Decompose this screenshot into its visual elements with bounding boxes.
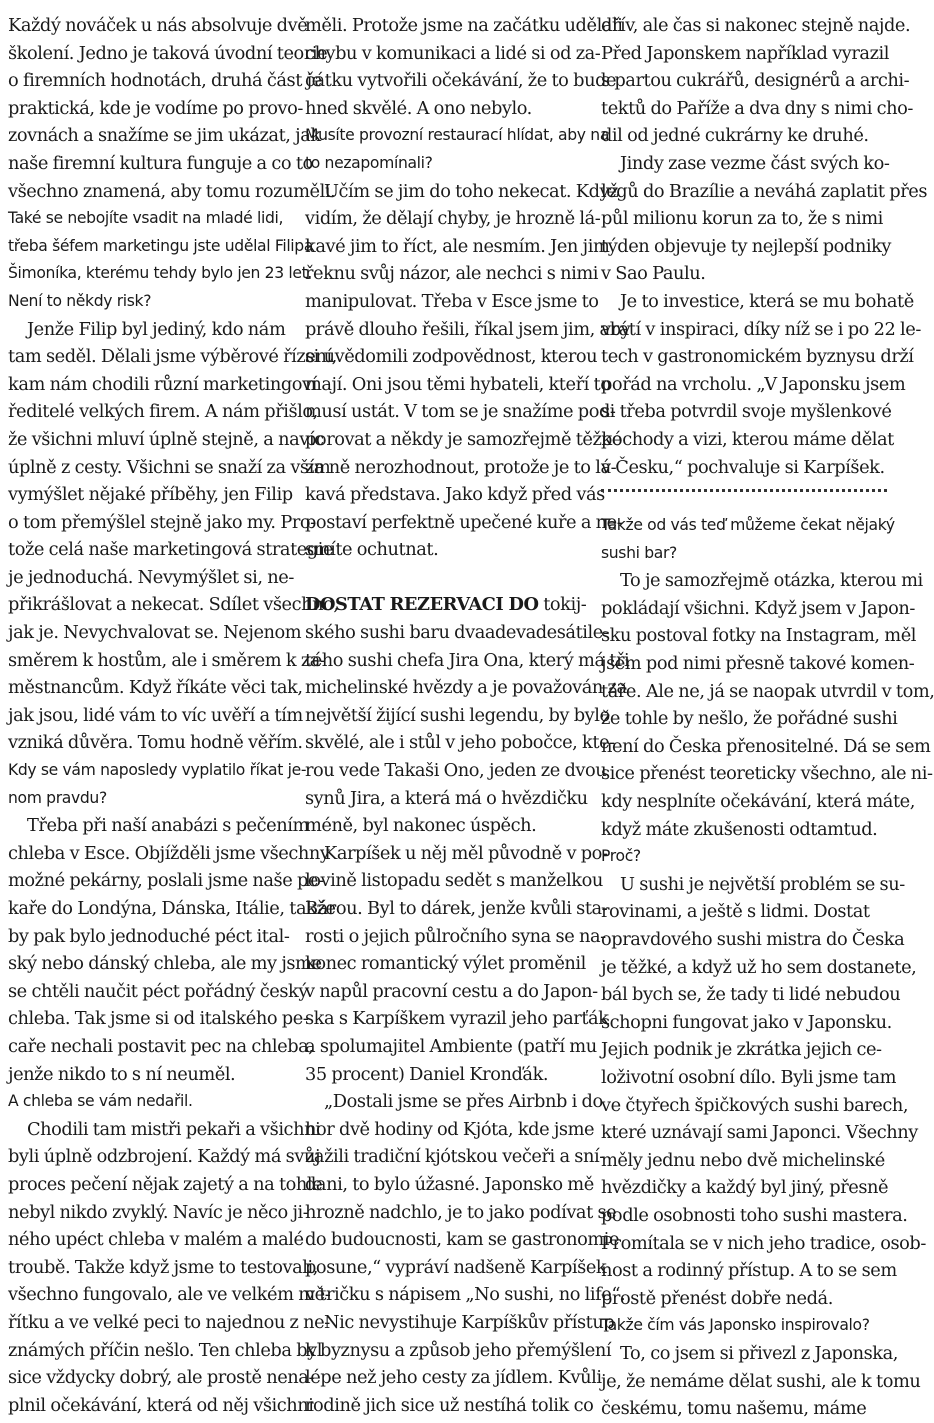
- body-text-line: opravdového sushi mistra do Česka: [601, 929, 905, 950]
- body-text-line: 35 procent) Daniel Kronďák.: [305, 1063, 549, 1085]
- body-text-line: nebyl nikdo zvyklý. Navíc je něco ji-: [8, 1201, 309, 1223]
- body-text-line: rosti o jejich půlročního syna se na-: [305, 925, 606, 947]
- body-text-line: je, že nemáme dělat sushi, ale k tomu: [601, 1370, 921, 1392]
- body-text-line: směrem k hostům, ale i směrem k za-: [8, 649, 326, 671]
- body-text-line: lépe než jeho cesty za jídlem. Kvůli: [305, 1367, 602, 1389]
- body-text-line: porovat a někdy je samozřejmě těžké: [305, 428, 622, 450]
- paragraph-first-line: To je samozřejmě otázka, kterou mi: [620, 570, 923, 592]
- body-text-line: úplně z cesty. Všichni se snaží za vším: [8, 456, 331, 478]
- body-text-line: vrátí v inspiraci, díky níž se i po 22 le-: [601, 318, 921, 340]
- body-text-line: podle osobnosti toho sushi mastera.: [601, 1204, 908, 1226]
- interview-question-line: Šimoníka, kterému tehdy bylo jen 23 let.: [8, 264, 313, 283]
- body-text-line: řítku a ve velké peci to najednou z ne-: [8, 1311, 330, 1333]
- paragraph-first-line: Chodili tam mistři pekaři a všichni: [27, 1118, 321, 1140]
- body-text-line: pochody a vizi, kterou máme dělat: [601, 428, 894, 450]
- body-text-line: ve čtyřech špičkových sushi barech,: [601, 1094, 909, 1116]
- body-text-line: ského sushi baru dvaadevadesátile-: [305, 622, 609, 644]
- body-text-line: za ně nerozhodnout, protože je to lá-: [305, 456, 617, 478]
- body-text-line: hrozně nadchlo, je to jako podívat se: [305, 1201, 617, 1223]
- body-text-line: do budoucnosti, kam se gastronomie: [305, 1229, 620, 1251]
- article-column-3: [601, 12, 934, 1423]
- body-text-line: ředitelé velkých firem. A nám přišlo,: [8, 401, 318, 423]
- paragraph-gap: [305, 564, 593, 592]
- paragraph-first-line: Učím se jim do toho nekecat. Když: [324, 180, 619, 202]
- body-text-line: tam seděl. Dělali jsme výběrové řízení,: [8, 346, 337, 368]
- body-text-line: a spolumajitel Ambiente (patří mu: [305, 1035, 597, 1057]
- interview-question-line: nom pravdu?: [8, 788, 107, 807]
- body-text-line: tektů do Paříže a dva dny s nimi cho-: [601, 97, 913, 119]
- body-text-line: všechno znamená, aby tomu rozuměli.: [8, 180, 336, 202]
- body-text-line: všechno fungovalo, ale ve velkém mě-: [8, 1284, 331, 1306]
- body-text-line: ska s Karpíškem vyrazil jeho parťák: [305, 1008, 609, 1030]
- body-text-line: jenže nikdo to s ní neuměl.: [8, 1063, 236, 1085]
- body-text-line: jak jsou, lidé vám to víc uvěří a tím: [8, 704, 303, 726]
- body-text-line: sice vždycky dobrý, ale prostě nena-: [8, 1367, 315, 1389]
- body-text-line: posune,“ vypráví nadšeně Karpíšek: [305, 1256, 607, 1278]
- lead-rest-text: tokij-: [538, 594, 587, 616]
- body-text-line: chybu v komunikaci a lidé si od za-: [305, 42, 601, 64]
- body-text-line: lovině listopadu sedět s manželkou: [305, 870, 603, 892]
- interview-question-line: Také se nebojíte vsadit na mladé lidi,: [8, 209, 284, 228]
- body-text-line: školení. Jedno je taková úvodní teorie: [8, 42, 328, 64]
- body-text-line: méně, byl nakonec úspěch.: [305, 815, 537, 837]
- body-text-line: které uznávají sami Japonci. Všechny: [601, 1122, 918, 1144]
- body-text-line: Každý nováček u nás absolvuje dvě: [8, 15, 308, 36]
- body-text-line: řeknu svůj názor, ale nechci s nimi: [305, 263, 598, 285]
- interview-question-line: sushi bar?: [601, 543, 677, 562]
- body-text-line: caře nechali postavit pec na chleba,: [8, 1035, 314, 1057]
- interview-question-line: třeba šéfem marketingu jste udělal Filipa: [8, 236, 314, 255]
- body-text-line: naše firemní kultura funguje a co to: [8, 152, 313, 174]
- body-text-line: v Sao Paulu.: [601, 263, 706, 285]
- body-text-line: Před Japonskem například vyrazil: [601, 42, 889, 64]
- body-text-line: vzniká důvěra. Tomu hodně věřím.: [8, 732, 303, 754]
- article-column-1: [8, 12, 339, 1419]
- body-text-line: dil od jedné cukrárny ke druhé.: [601, 125, 869, 147]
- body-text-line: tože celá naše marketingová strategie: [8, 539, 334, 561]
- body-text-line: kavé jim to říct, ale nesmím. Jen jim: [305, 235, 610, 257]
- body-text-line: jsem pod nimi přesně takové komen-: [601, 653, 915, 675]
- body-text-line: bál bych se, že tady ti lidé nebudou: [601, 984, 901, 1006]
- paragraph-first-line: Je to investice, která se mu bohatě: [620, 290, 914, 312]
- paragraph-first-line: Třeba při naší anabázi s pečením: [27, 815, 309, 837]
- body-text-line: by pak bylo jednoduché péct ital-: [8, 925, 290, 947]
- body-text-line: si uvědomili zodpovědnost, kterou: [305, 346, 598, 368]
- paragraph-first-line: U sushi je největší problém se su-: [620, 873, 905, 895]
- body-text-line: kaře do Londýna, Dánska, Itálie, takže: [8, 898, 336, 919]
- body-text-line: manipulovat. Třeba v Esce jsme to: [305, 290, 599, 312]
- body-text-line: se chtěli naučit péct pořádný český: [8, 980, 308, 1002]
- paragraph-first-line: Jindy zase vezme část svých ko-: [620, 152, 890, 174]
- body-text-line: loživotní osobní dílo. Byli jsme tam: [601, 1066, 897, 1088]
- body-text-line: vidím, že dělají chyby, je hrozně lá-: [305, 208, 601, 230]
- body-text-line: nost a rodinný přístup. A to se sem: [601, 1260, 897, 1282]
- body-text-line: největší žijící sushi legendu, by bylo: [305, 704, 610, 726]
- body-text-line: rovinami, a ještě s lidmi. Dostat: [601, 901, 870, 923]
- body-text-line: je jednoduchá. Nevymýšlet si, ne-: [8, 566, 294, 588]
- body-text-line: kdy nesplníte očekávání, která máte,: [601, 791, 915, 813]
- body-text-line: městnancům. Když říkáte věci tak,: [8, 677, 303, 699]
- body-text-line: o tom přemýšlel stejně jako my. Pro-: [8, 511, 316, 533]
- lead-in-text: DOSTAT REZERVACI DO: [305, 594, 539, 616]
- body-text-line: že tohle by nešlo, že pořádné sushi: [601, 708, 898, 730]
- body-text-line: s partou cukrářů, designérů a archi-: [601, 70, 910, 92]
- body-text-line: si třeba potvrdil svoje myšlenkové: [601, 401, 892, 423]
- body-text-line: postaví perfektně upečené kuře a ne-: [305, 511, 623, 533]
- interview-question-line: Musíte provozní restaurací hlídat, aby na: [305, 126, 610, 145]
- body-text-line: musí ustát. V tom se je snažíme pod-: [305, 401, 616, 423]
- body-text-line: v tričku s nápisem „No sushi, no life“.: [305, 1284, 626, 1306]
- body-text-line: hvězdičky a každý byl jiný, přesně: [601, 1177, 889, 1199]
- body-text-line: známých příčin nešlo. Ten chleba byl: [8, 1339, 322, 1361]
- body-text-line: Promítala se v nich jeho tradice, osob-: [601, 1232, 926, 1254]
- body-text-line: českému, tomu našemu, máme: [601, 1398, 867, 1420]
- body-text-line: pokládají všichni. Když jsem v Japon-: [601, 597, 915, 619]
- body-text-line: o firemních hodnotách, druhá část je: [8, 70, 322, 92]
- body-text-line: ného upéct chleba v malém a malé: [8, 1229, 304, 1251]
- body-text-line: Jejich podnik je zkrátka jejich ce-: [601, 1039, 882, 1061]
- dotted-divider: [601, 489, 887, 506]
- body-text-line: vymýšlet nějaké příběhy, jen Filip: [8, 484, 293, 506]
- body-text-line: synů Jira, a která má o hvězdičku: [305, 787, 588, 809]
- body-text-line: k byznysu a způsob jeho přemýšlení: [305, 1339, 612, 1361]
- body-text-line: pořád na vrcholu. „V Japonsku jsem: [601, 373, 906, 395]
- body-text-line: zažili tradiční kjótskou večeři a sní-: [305, 1146, 605, 1168]
- body-text-line: tech v gastronomickém byznysu drží: [601, 346, 914, 368]
- body-text-line: hor dvě hodiny od Kjóta, kde jsme: [305, 1118, 595, 1140]
- body-text-line: plnil očekávání, která od něj všichni: [8, 1394, 314, 1416]
- body-text-line: není do Česka přenositelné. Dá se sem: [601, 735, 931, 757]
- body-text-line: půl milionu korun za to, že s nimi: [601, 208, 883, 230]
- body-text-line: měly jednu nebo dvě michelinské: [601, 1149, 885, 1171]
- body-text-line: michelinské hvězdy a je považován za: [305, 677, 627, 699]
- body-text-line: kam nám chodili různí marketingoví: [8, 373, 317, 395]
- body-text-line: táře. Ale ne, já se naopak utvrdil v tom,: [601, 680, 934, 702]
- lead-line: [305, 591, 593, 619]
- interview-question-line: Kdy se vám naposledy vyplatilo říkat je-: [8, 761, 307, 780]
- body-text-line: jak je. Nevychvalovat se. Nejenom: [8, 622, 302, 644]
- interview-question-line: Není to někdy risk?: [8, 291, 152, 310]
- body-text-line: skvělé, ale i stůl v jeho pobočce, kte-: [305, 732, 615, 754]
- paragraph-first-line: Jenže Filip byl jediný, kdo nám: [27, 318, 286, 340]
- body-text-line: v Česku,“ pochvaluje si Karpíšek.: [601, 456, 885, 478]
- body-text-line: když máte zkušenosti odtamtud.: [601, 818, 878, 840]
- body-text-line: dani, to bylo úžasné. Japonsko mě: [305, 1173, 594, 1195]
- body-text-line: čátku vytvořili očekávání, že to bude: [305, 70, 617, 92]
- body-text-line: právě dlouho řešili, říkal jsem jim, aby: [305, 318, 631, 340]
- body-text-line: týden objevuje ty nejlepší podniky: [601, 235, 892, 257]
- interview-question-line: to nezapomínali?: [305, 153, 433, 172]
- body-text-line: mají. Oni jsou těmi hybateli, kteří to: [305, 373, 611, 395]
- body-text-line: hned skvělé. A ono nebylo.: [305, 97, 532, 119]
- body-text-line: kavá představa. Jako když před vás: [305, 484, 605, 506]
- paragraph-first-line: To, co jsem si přivezl z Japonska,: [620, 1342, 898, 1364]
- interview-question-line: Proč?: [601, 847, 641, 866]
- body-text-line: sku postoval fotky na Instagram, měl: [601, 625, 917, 647]
- body-text-line: tého sushi chefa Jira Ona, který má tři: [305, 649, 630, 671]
- body-text-line: že všichni mluví úplně stejně, a navíc: [8, 428, 324, 450]
- body-text-line: sice přenést teoreticky všechno, ale ni-: [601, 763, 933, 785]
- body-text-line: prostě přenést dobře nedá.: [601, 1287, 833, 1309]
- body-text-line: legů do Brazílie a neváhá zaplatit přes: [601, 180, 928, 202]
- body-text-line: chleba v Esce. Objížděli jsme všechny: [8, 842, 330, 864]
- body-text-line: Bárou. Byl to dárek, jenže kvůli sta-: [305, 898, 608, 919]
- body-text-line: chleba. Tak jsme si od italského pe-: [8, 1008, 309, 1030]
- body-text-line: v napůl pracovní cestu a do Japon-: [305, 980, 598, 1002]
- body-text-line: praktická, kde je vodíme po provo-: [8, 97, 303, 119]
- body-text-line: rodině jich sice už nestíhá tolik co: [305, 1394, 594, 1416]
- interview-question-line: A chleba se vám nedařil.: [8, 1092, 193, 1111]
- body-text-line: byli úplně odzbrojení. Každý má svůj: [8, 1146, 321, 1168]
- body-text-line: rou vede Takaši Ono, jeden ze dvou: [305, 760, 607, 782]
- body-text-line: konec romantický výlet proměnil: [305, 953, 586, 975]
- interview-question-line: Takže od vás teď můžeme čekat nějaký: [601, 516, 895, 535]
- paragraph-first-line: „Dostali jsme se přes Airbnb i do: [324, 1091, 603, 1113]
- body-text-line: ský nebo dánský chleba, ale my jsme: [8, 953, 322, 975]
- body-text-line: proces pečení nějak zajetý a na tohle: [8, 1173, 323, 1195]
- body-text-line: možné pekárny, poslali jsme naše pe-: [8, 870, 324, 892]
- body-text-line: schopni fungovat jako v Japonsku.: [601, 1011, 892, 1033]
- body-text-line: měli. Protože jsme na začátku udělali: [305, 15, 623, 36]
- body-text-line: dřív, ale čas si nakonec stejně najde.: [601, 15, 911, 36]
- paragraph-first-line: Nic nevystihuje Karpíškův přístup: [324, 1311, 615, 1333]
- interview-question-line: Takže čím vás Japonsko inspirovalo?: [601, 1316, 870, 1335]
- body-text-line: zovnách a snažíme se jim ukázat, jak: [8, 125, 321, 147]
- body-text-line: smíte ochutnat.: [305, 539, 439, 561]
- paragraph-first-line: Karpíšek u něj měl původně v po-: [324, 842, 608, 864]
- body-text-line: je těžké, a když už ho sem dostanete,: [601, 956, 917, 978]
- body-text-line: přikrášlovat a nekecat. Sdílet všechno,: [8, 594, 339, 616]
- body-text-line: troubě. Takže když jsme to testovali,: [8, 1256, 318, 1278]
